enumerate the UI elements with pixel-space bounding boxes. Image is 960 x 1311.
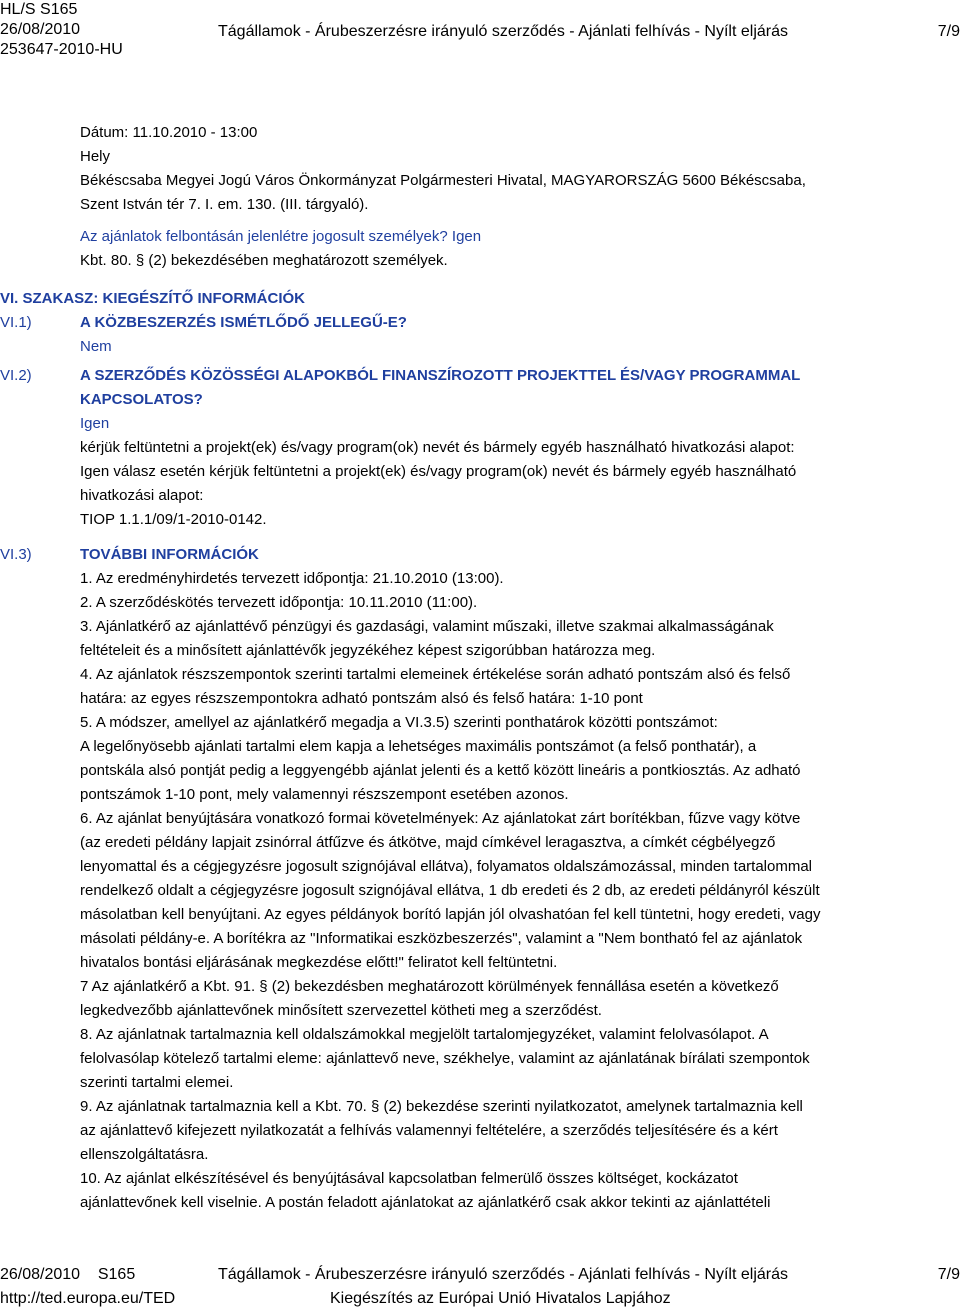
vi3-line: ajánlattevőnek kell viselnie. A postán feladott ajánlatokat az ajánlatkérő csak akkor tekinti az ajánlattételi: [80, 1194, 771, 1211]
vi3-line: 4. Az ajánlatok részszempontok szerinti tartalmi elemeinek értékelése során adható pontszám alsó és felső: [80, 666, 791, 683]
vi3-line: másolati példány-e. A borítékra az "Informatikai eszközbeszerzés", valamint a "Nem bontható fel az ajánlatok: [80, 930, 803, 947]
vi3-line: 9. Az ajánlatnak tartalmaznia kell a Kbt. 70. § (2) bekezdése szerinti nyilatkozatot, amelynek tartalmaznia kell: [80, 1098, 803, 1115]
vi1-label: A KÖZBESZERZÉS ISMÉTLŐDŐ JELLEGŰ-E?: [80, 314, 407, 331]
vi3-lines: [80, 567, 940, 1215]
vi3-line: 2. A szerződéskötés tervezett időpontja: 10.11.2010 (11:00).: [80, 594, 478, 611]
attendees-detail: Kbt. 80. § (2) bekezdésében meghatározott személyek.: [80, 252, 448, 269]
page-header: [0, 0, 960, 64]
vi2-row: [0, 364, 940, 388]
place-line-2: Szent István tér 7. I. em. 130. (III. tárgyaló).: [80, 196, 369, 213]
top-block: [80, 121, 940, 273]
vi2-text-2-line-2: hivatkozási alapot:: [80, 487, 204, 504]
vi3-label: TOVÁBBI INFORMÁCIÓK: [80, 546, 259, 563]
header-title: Tágállamok - Árubeszerzésre irányuló szerződés - Ajánlati felhívás - Nyílt eljárás: [218, 23, 789, 40]
footer-title: Tágállamok - Árubeszerzésre irányuló szerződés - Ajánlati felhívás - Nyílt eljárás: [218, 1266, 789, 1283]
opening-date: Dátum: 11.10.2010 - 13:00: [80, 124, 258, 141]
footer-date: 26/08/2010: [0, 1266, 81, 1283]
place-label: Hely: [80, 148, 111, 165]
vi3-line: 1. Az eredményhirdetés tervezett időpontja: 21.10.2010 (13:00).: [80, 570, 504, 587]
vi3-line: 3. Ajánlatkérő az ajánlattévő pénzügyi és gazdasági, valamint műszaki, illetve szakmai alkalmasságának: [80, 618, 774, 635]
header-notice-id: 253647-2010-HU: [0, 41, 123, 58]
section-heading: VI. SZAKASZ: KIEGÉSZÍTŐ INFORMÁCIÓK: [0, 290, 306, 307]
vi2-project-code: TIOP 1.1.1/09/1-2010-0142.: [80, 511, 267, 528]
vi3-line: lenyomattal és a cégjegyzésre jogosult szignójával ellátva), folyamatos oldalszámozással, minden tartalommal: [80, 858, 813, 875]
vi2-number: VI.2): [0, 367, 32, 384]
vi2-text-1: kérjük feltüntetni a projekt(ek) és/vagy program(ok) nevét és bármely egyéb használható hivatkozási alapot:: [80, 439, 795, 456]
vi1-block: [0, 311, 940, 359]
vi3-line: az ajánlattevő kifejezett nyilatkozatát a felhívás valamennyi feltételére, a szerződés teljesítésére és a kért: [80, 1122, 778, 1139]
footer-s: S165: [97, 1266, 136, 1283]
section-vi: [0, 287, 960, 311]
header-date: 26/08/2010: [0, 21, 81, 38]
footer-url: http://ted.europa.eu/TED: [0, 1290, 176, 1307]
vi3-line: határa: az egyes részszempontokra adható pontszám alsó és felső határa: 1-10 pont: [80, 690, 643, 707]
vi2-block: [0, 364, 940, 532]
vi3-number: VI.3): [0, 546, 32, 563]
footer-publisher: Kiegészítés az Európai Unió Hivatalos Lapjához: [330, 1290, 671, 1307]
vi2-label-line-2: KAPCSOLATOS?: [80, 391, 203, 408]
vi1-row: [0, 311, 940, 335]
vi3-line: másolatban kell benyújtani. Az egyes példányok borító lapján jól olvashatóan fel kell tüntetni, hogy eredeti, vagy: [80, 906, 821, 923]
vi3-line: legkedvezőbb ajánlattevőnek minősített szervezettel kötheti meg a szerződést.: [80, 1002, 602, 1019]
vi3-line: hivatalos bontási eljárásának megkezdése előtt!" feliratot kell feltüntetni.: [80, 954, 558, 971]
attendees-question: Az ajánlatok felbontásán jelenlétre jogosult személyek?: [80, 228, 448, 245]
header-journal: HL/S S165: [0, 1, 78, 18]
header-page: 7/9: [937, 23, 960, 40]
vi3-line: 6. Az ajánlat benyújtására vonatkozó formai követelmények: Az ajánlatokat zárt borítékban, fűzve vagy kötve: [80, 810, 801, 827]
vi3-line: 7 Az ajánlatkérő a Kbt. 91. § (2) bekezdésben meghatározott körülmények fennállása esetén a következő: [80, 978, 779, 995]
vi3-line: 8. Az ajánlatnak tartalmaznia kell oldalszámokkal megjelölt tartalomjegyzéket, valamint felolvasólapot. A: [80, 1026, 769, 1043]
vi1-answer: Nem: [80, 338, 112, 355]
vi3-block: [0, 543, 940, 1215]
vi3-line: 5. A módszer, amellyel az ajánlatkérő megadja a VI.3.5) szerinti ponthatárok közötti pontszámot:: [80, 714, 718, 731]
vi3-line: feltételeit és a minősített ajánlattévők jegyzékéhez képest szigorúbban határozza meg.: [80, 642, 656, 659]
vi3-line: (az eredeti példány lapjait zsinórral átfűzve és átkötve, majd címkével leragasztva, a címkét cégbélyegző: [80, 834, 776, 851]
footer-page: 7/9: [937, 1266, 960, 1283]
vi3-line: felolvasólap kötelező tartalmi eleme: ajánlattevő neve, székhelye, valamint az ajánlatának bírálati szempontok: [80, 1050, 810, 1067]
vi2-label-line-1: A SZERZŐDÉS KÖZÖSSÉGI ALAPOKBÓL FINANSZÍROZOTT PROJEKTTEL ÉS/VAGY PROGRAMMAL: [80, 367, 801, 384]
vi2-text-2-line-1: Igen válasz esetén kérjük feltüntetni a projekt(ek) és/vagy program(ok) nevét és bármely egyéb használható: [80, 463, 797, 480]
vi3-line: ellenszolgáltatásra.: [80, 1146, 209, 1163]
vi3-line: A legelőnyösebb ajánlati tartalmi elem kapja a lehetséges maximális pontszámot (a felső ponthatár), a: [80, 738, 757, 755]
footer-date-s: [0, 1264, 135, 1286]
vi3-row: [0, 543, 940, 567]
vi1-number: VI.1): [0, 314, 32, 331]
vi3-line: 10. Az ajánlat elkészítésével és benyújtásával kapcsolatban felmerülő összes költséget, kockázatot: [80, 1170, 738, 1187]
attendees-answer: Igen: [451, 228, 482, 245]
vi3-line: pontszámok 1-10 pont, mely valamennyi részszempont esetében azonos.: [80, 786, 569, 803]
attendees-line: [80, 225, 940, 249]
vi3-line: rendelkező oldalt a cégjegyzésre jogosult szignójával ellátva, 1 db eredeti és 2 db, az eredeti példányról készült: [80, 882, 820, 899]
vi2-answer: Igen: [80, 415, 110, 432]
page-footer: [0, 1264, 960, 1311]
place-line-1: Békéscsaba Megyei Jogú Város Önkormányzat Polgármesteri Hivatal, MAGYARORSZÁG 5600 Békéscsaba,: [80, 172, 806, 189]
header-left: [0, 0, 123, 60]
vi3-line: szerinti tartalmi elemei.: [80, 1074, 234, 1091]
vi3-line: pontskála alsó pontját pedig a leggyengébb ajánlat jelenti és a kettő között lineáris a pontkiosztás. Az adható: [80, 762, 801, 779]
